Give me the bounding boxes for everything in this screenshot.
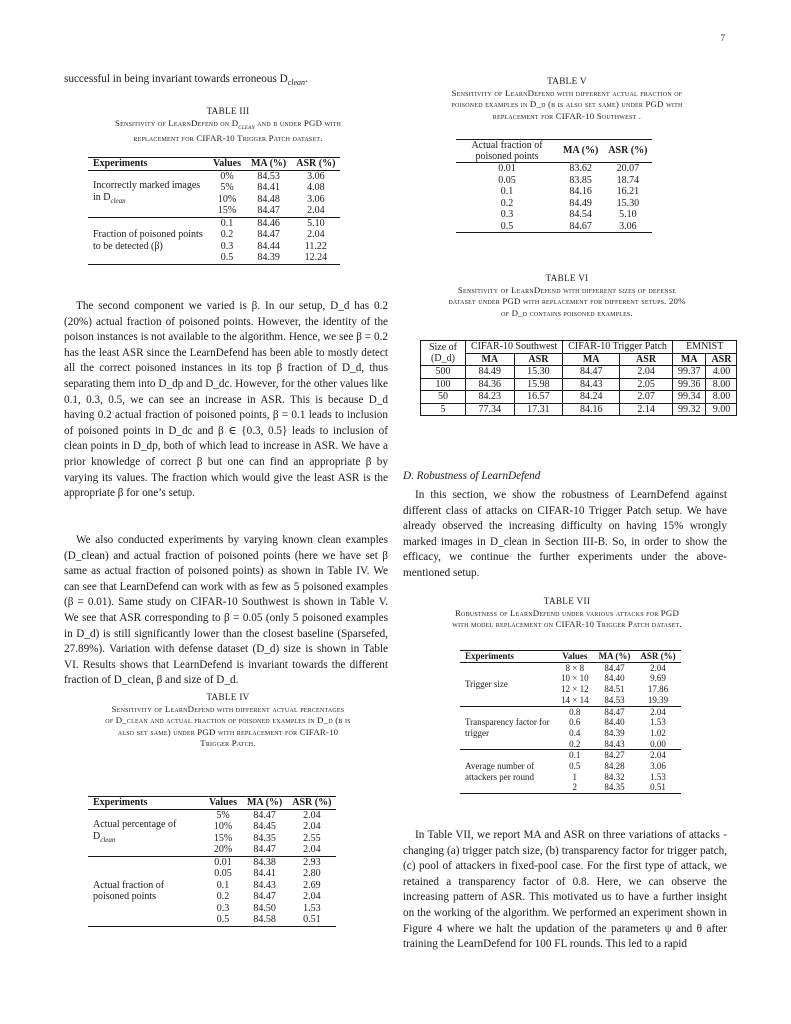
paragraph-clean: We also conducted experiments by varying known clean examples (D_clean) and actual fraction of poisoned points (here we have set β same as actual fraction of poisoned points) as shown in Table IV. We can see that LearnDefend can work with as few as 5 poisoned examples (β = 0.01). Same study on CIFAR-10 Southwest is shown in Table V. We see that ASR corresponding to β = 0.05 (only 5 poisoned examples in D_d) is still significantly lower than the closest baseline (Sparsefed, 27.89%). Variation with defense dataset (D_d) size is shown in Table VI. Results shows that LearnDefend is invariant towards the different fraction of D_clean, β and size of D_d. bbox=[64, 534, 388, 687]
table4-group-label: Actual percentage of $D_{clean}$ bbox=[93, 819, 177, 844]
table4-caption: TABLE IV Sensitivity of LearnDefend with different actual percentages of D_clean and actual fraction of poisoned examples in D_d (β is also set same) under PGD with replacement for CIFAR-10 Trigger Patch. bbox=[105, 692, 351, 749]
page-number: 7 bbox=[720, 33, 725, 43]
paragraph-beta: The second component we varied is β. In our setup, D_d has 0.2 (20%) actual fraction of poisoned points. However, the identity of the poison instances is not available to the algorithm. Hence, we see β = 0.2 has the least ASR since the LearnDefend has been able to mostly detect all the correct poisoned instances in its top β fraction of D_d, thus separating them into D_dp and D_dc. However, for the other values like 0.1, 0.3, 0.5, we can see an increase in ASR. This is because D_d having 0.2 actual fraction of poisoned points, β = 0.1 leads to inclusion of poisoned points in D_dc and β ∈ {0.3, 0.5} leads to inclusion of clean points in D_dp, both of which lead to increase in ASR. We have a prior knowledge of correct β but one can find an appropriate β by varying its values. The fraction which would give the least ASR is the appropriate β for one’s setup. bbox=[64, 300, 388, 500]
table6: Size of (D_d) CIFAR-10 Southwest CIFAR-10 Trigger Patch EMNIST MA ASR MA ASR MA ASR 500 84.49 15.30 84.47 2.04 99.37 4.00 100 84.36 15.98 84.43 2.05 99.36 8.00 50 84.23 16.57 84.24 2.07 99.34 8.00 5 77.34 17.31 84.16 2.14 99.32 9.00 bbox=[420, 340, 737, 416]
table3-caption: TABLE III Sensitivity of LearnDefend on $D_{clean}$ and β under PGD with replacement for CIFAR-10 Trigger Patch dataset. bbox=[115, 106, 341, 143]
table5-caption: TABLE V Sensitivity of LearnDefend with different actual fraction of poisoned examples in D_d (β is also set same) under PGD with replacement for CIFAR-10 Southwest . bbox=[451, 76, 683, 121]
table7-group-label: Trigger size bbox=[465, 678, 508, 689]
table3: Experiments Values MA (%) ASR (%) Incorrectly marked images in $D_{clean}$ 0% 84.53 3.06 5% 84.41 4.08 10% 84.48 3.06 15% 84.47 2.04 Fraction of poisoned points to be detected (β) 0.1 84.46 5.10 0.2 84.47 2.04 0.3 84.44 11.22 0.5 84.39 12.24 bbox=[88, 157, 340, 265]
table4-group-label: Actual fraction of poisoned points bbox=[93, 879, 165, 902]
paragraph-table7: In Table VII, we report MA and ASR on three variations of attacks - changing (a) trigger patch size, (b) transparency factor for trigger patch, (c) pool of attackers in fixed-pool case. For the first type of attack, we retained a transparency factor of 0.8. Here, we can observe the increasing pattern of ASR. This motivated us to have a further insight on the working of the algorithm. We performed an experiment shown in Figure 4 where we halt the updation of the parameters ψ and θ after training the LearnDefend for 100 FL rounds. This led to a rapid bbox=[403, 829, 727, 951]
section-heading: D. Robustness of LearnDefend bbox=[403, 470, 541, 482]
table3-group-label: Fraction of poisoned points to be detected (β) bbox=[93, 229, 203, 252]
table5: Actual fraction of poisoned points MA (%) ASR (%) 0.01 83.62 20.07 0.05 83.85 18.74 0.1 84.16 16.21 0.2 84.49 15.30 0.3 84.54 5.10 0.5 84.67 3.06 bbox=[456, 139, 652, 233]
table7-group-label: Average number of attackers per round bbox=[465, 761, 535, 782]
table7: Experiments Values MA (%) ASR (%) Trigger size 8 × 8 84.47 2.04 10 × 10 84.40 9.69 12 × 12 84.51 17.86 14 × 14 84.53 19.39 Transparency factor for trigger 0.8 84.47 2.04 0.6 84.40 1.53 0.4 84.39 1.02 0.2 84.43 0.00 Average number of attackers per round 0.1 84.27 2.04 0.5 84.28 3.06 1 84.32 1.53 2 84.35 0.51 bbox=[460, 650, 681, 794]
table6-caption: TABLE VI Sensitivity of LearnDefend with different sizes of defense dataset under PGD with replacement for different setups. 20% of D_d contains poisoned examples. bbox=[448, 273, 686, 318]
table7-caption: TABLE VII Robustness of LearnDefend under various attacks for PGD with model replacement on CIFAR-10 Trigger Patch dataset. bbox=[452, 596, 682, 630]
left-intro: successful in being invariant towards erroneous $D_{clean}$. bbox=[64, 73, 308, 88]
table4: Experiments Values MA (%) ASR (%) Actual percentage of $D_{clean}$ 5% 84.47 2.04 10% 84.45 2.04 15% 84.35 2.55 20% 84.47 2.04 Actual fraction of poisoned points 0.01 84.38 2.93 0.05 84.41 2.80 0.1 84.43 2.69 0.2 84.47 2.04 0.3 84.50 1.53 0.5 84.58 0.51 bbox=[88, 796, 336, 927]
table3-group-label: Incorrectly marked images in $D_{clean}$ bbox=[93, 180, 201, 205]
table7-group-label: Transparency factor for trigger bbox=[465, 717, 550, 738]
paragraph-robustness: In this section, we show the robustness of LearnDefend against different class of attacks on CIFAR-10 Trigger Patch setup. We have already observed the increasing difficulty on having 15% wrongly marked images in D_clean in Section III-B. So, in order to show the efficacy, we continue the further experiments under the above-mentioned setup. bbox=[403, 489, 727, 579]
